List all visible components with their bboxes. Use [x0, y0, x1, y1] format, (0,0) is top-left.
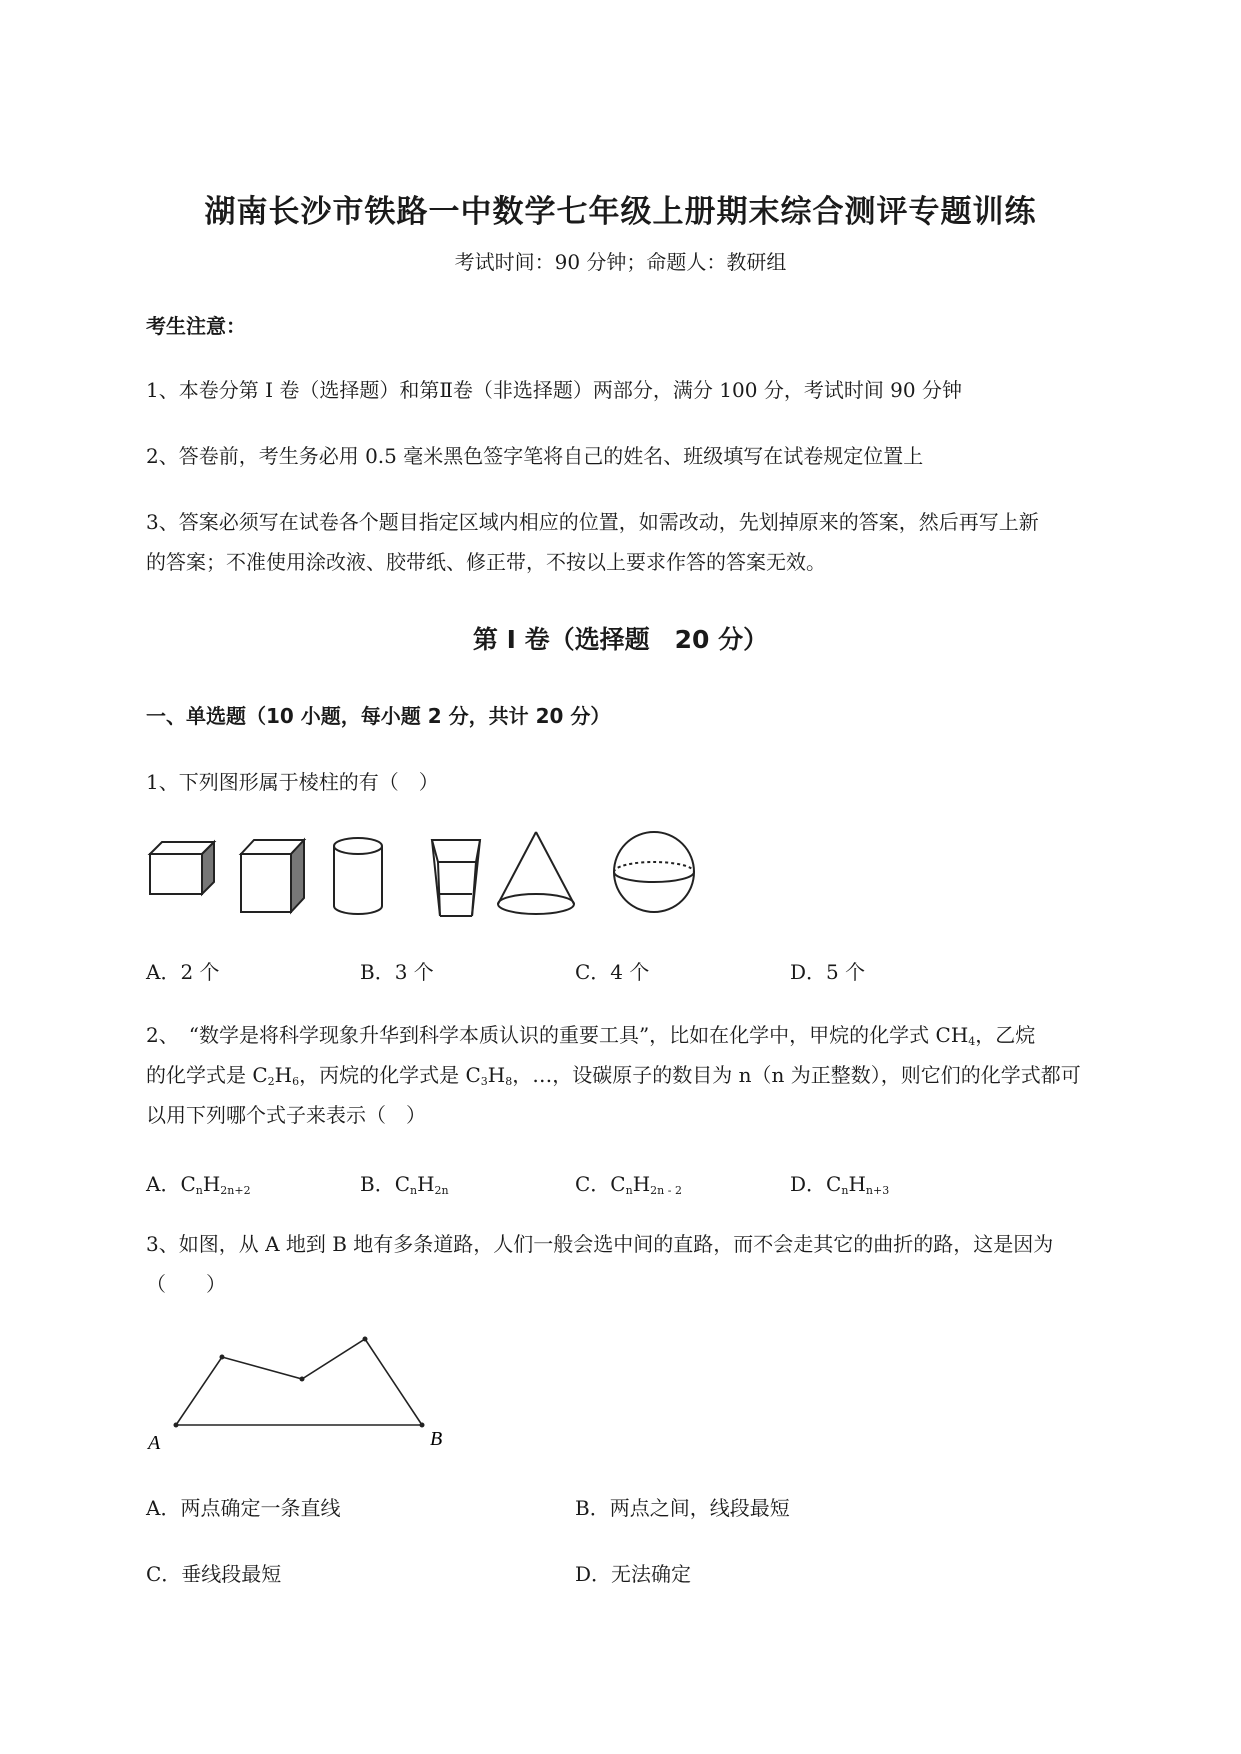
- notice-item-3-cont: 的答案；不准使用涂改液、胶带纸、修正带，不按以上要求作答的答案无效。: [146, 550, 826, 574]
- q2-line-1: 2、 “数学是将科学现象升华到科学本质认识的重要工具”，比如在化学中，甲烷的化学式 $CH_4$，乙烷: [146, 1023, 1036, 1048]
- page-title: 湖南长沙市铁路一中数学七年级上册期末综合测评专题训练: [204, 194, 1037, 230]
- q2-line-3: 以用下列哪个式子来表示（ ）: [146, 1103, 426, 1127]
- q1-shapes-figure: [140, 820, 720, 930]
- q3-line-1: 3、如图，从 A 地到 B 地有多条道路，人们一般会选中间的直路，而不会走其它的曲折的路，这是因为: [146, 1232, 1054, 1256]
- q2-line-2: 的化学式是 $C_2H_6$，丙烷的化学式是 $C_3H_8$，…，设碳原子的数目为 n（n 为正整数），则它们的化学式都可: [146, 1063, 1081, 1088]
- cone-shape: [498, 832, 574, 914]
- section-title: 第 I 卷（选择题 20 分）: [472, 625, 769, 654]
- q1-option-d: D．5 个: [790, 960, 866, 984]
- point-a-label: A: [148, 1432, 161, 1454]
- q3-option-b: B．两点之间，线段最短: [575, 1496, 790, 1520]
- q3-line-2: （ ）: [146, 1272, 226, 1296]
- cylinder-shape: [334, 838, 382, 914]
- notice-item-1: 1、本卷分第 I 卷（选择题）和第Ⅱ卷（非选择题）两部分，满分 100 分，考试时间 90 分钟: [146, 378, 962, 402]
- q1-option-a: A．2 个: [146, 960, 220, 984]
- point-b-label: B: [430, 1428, 443, 1450]
- notice-item-3: 3、答案必须写在试卷各个题目指定区域内相应的位置，如需改动，先划掉原来的答案，然后再写上新: [146, 510, 1039, 534]
- q1-option-c: C．4 个: [575, 960, 650, 984]
- q1-stem: 1、下列图形属于棱柱的有（ ）: [146, 770, 439, 794]
- notice-heading: 考生注意：: [146, 314, 246, 338]
- q3-path-figure: [140, 1325, 460, 1455]
- exam-info: 考试时间：90 分钟；命题人：教研组: [454, 250, 787, 274]
- cube-shape: [241, 840, 304, 912]
- q2-option-d: D．$C_nH_{n+3}$: [790, 1172, 890, 1197]
- frustum-shape: [432, 840, 480, 916]
- cuboid-shape: [150, 842, 214, 894]
- q2-option-a: A．$C_nH_{2n+2}$: [146, 1172, 251, 1197]
- part-heading: 一、单选题（10 小题，每小题 2 分，共计 20 分）: [146, 704, 611, 728]
- q2-option-b: B．$C_nH_{2n}$: [360, 1172, 449, 1197]
- sphere-shape: [614, 832, 694, 912]
- q1-option-b: B．3 个: [360, 960, 434, 984]
- q3-option-d: D．无法确定: [575, 1562, 692, 1586]
- notice-item-2: 2、答卷前，考生务必用 0.5 毫米黑色签字笔将自己的姓名、班级填写在试卷规定位置上: [146, 444, 924, 468]
- q2-option-c: C．$C_nH_{2n - 2}$: [575, 1172, 682, 1197]
- q3-option-c: C．垂线段最短: [146, 1562, 282, 1586]
- q3-option-a: A．两点确定一条直线: [146, 1496, 341, 1520]
